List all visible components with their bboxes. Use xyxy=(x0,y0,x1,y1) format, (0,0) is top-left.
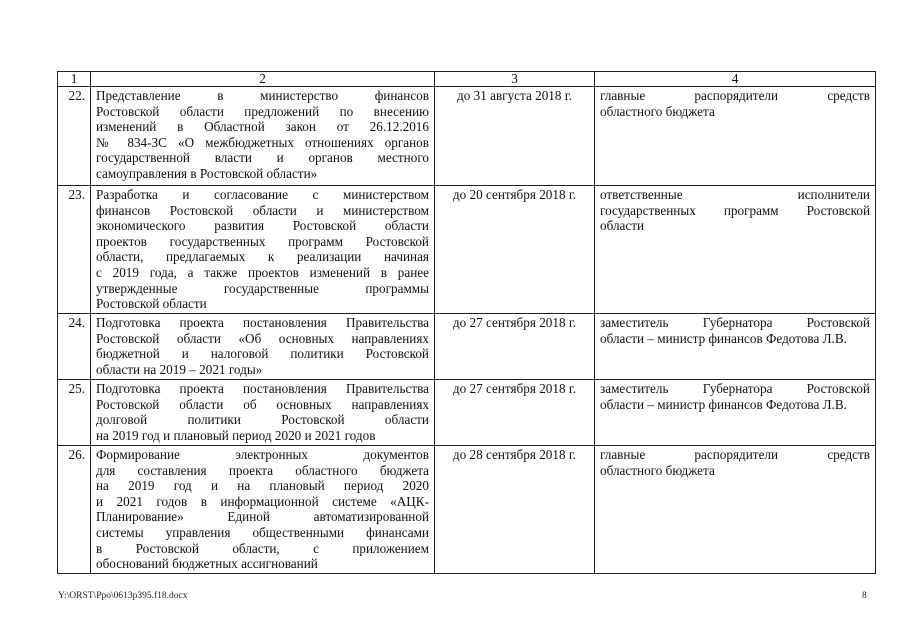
deadline-date: до 27 сентября 2018 г. xyxy=(435,314,595,380)
responsible-line: государственных программ Ростовской xyxy=(600,202,870,218)
task-description xyxy=(91,87,435,186)
task-description xyxy=(91,380,435,446)
responsible-party xyxy=(595,186,876,314)
description-line: Ростовской области xyxy=(96,296,207,312)
description-line: на 2019 год и на плановый период 2020 xyxy=(96,478,429,494)
responsible-line: главные распорядители средств xyxy=(600,88,870,103)
table-row xyxy=(58,380,876,446)
task-description xyxy=(91,186,435,314)
responsible-line: областного бюджета xyxy=(600,462,715,478)
plan-table xyxy=(57,71,876,574)
description-line: в Ростовской области, с приложением xyxy=(96,540,429,556)
row-number: 23. xyxy=(58,186,91,314)
table-body xyxy=(58,87,876,574)
description-line: области на 2019 – 2021 годы» xyxy=(96,361,263,377)
description-line: Ростовской области предложений по внесению xyxy=(96,103,429,119)
description-line: с 2019 года, а также проектов изменений в ранее xyxy=(96,264,429,280)
responsible-line: заместитель Губернатора Ростовской xyxy=(600,381,870,396)
description-line: Планирование» Единой автоматизированной xyxy=(96,509,429,525)
description-line: Формирование электронных документов xyxy=(96,447,429,462)
responsible-line: областного бюджета xyxy=(600,103,715,119)
responsible-line: ответственные исполнители xyxy=(600,187,870,202)
row-number: 25. xyxy=(58,380,91,446)
description-line: бюджетной и налоговой политики Ростовской xyxy=(96,346,429,362)
description-line: для составления проекта областного бюджета xyxy=(96,462,429,478)
table-header-row xyxy=(58,72,876,87)
column-header-2: 2 xyxy=(91,72,435,87)
description-line: долговой политики Ростовской области xyxy=(96,412,429,428)
responsible-party xyxy=(595,87,876,186)
footer-page-number: 8 xyxy=(862,591,867,601)
responsible-party xyxy=(595,446,876,574)
responsible-line: главные распорядители средств xyxy=(600,447,870,462)
deadline-date: до 27 сентября 2018 г. xyxy=(435,380,595,446)
description-line: Подготовка проекта постановления Правительства xyxy=(96,315,429,330)
responsible-line: области – министр финансов Федотова Л.В. xyxy=(600,396,847,412)
footer-file-path: Y:\ORST\Ppo\0613p395.f18.docx xyxy=(58,591,188,601)
description-line: № 834-ЗС «О межбюджетных отношениях органов xyxy=(96,134,429,150)
description-line: самоуправления в Ростовской области» xyxy=(96,165,318,181)
description-line: утвержденные государственные программы xyxy=(96,280,429,296)
task-description xyxy=(91,314,435,380)
responsible-party xyxy=(595,314,876,380)
responsible-line: области – министр финансов Федотова Л.В. xyxy=(600,330,847,346)
row-number: 26. xyxy=(58,446,91,574)
table-row xyxy=(58,446,876,574)
row-number: 22. xyxy=(58,87,91,186)
deadline-date: до 20 сентября 2018 г. xyxy=(435,186,595,314)
column-header-4: 4 xyxy=(595,72,876,87)
description-line: обоснований бюджетных ассигнований xyxy=(96,556,318,572)
table-row xyxy=(58,87,876,186)
description-line: области, предлагаемых к реализации начиная xyxy=(96,249,429,265)
column-header-1: 1 xyxy=(58,72,91,87)
description-line: Ростовской области об основных направлениях xyxy=(96,396,429,412)
description-line: Разработка и согласование с министерством xyxy=(96,187,429,202)
responsible-party xyxy=(595,380,876,446)
responsible-line: области xyxy=(600,218,645,234)
description-line: финансов Ростовской области и министерством xyxy=(96,202,429,218)
responsible-line: заместитель Губернатора Ростовской xyxy=(600,315,870,330)
description-line: Подготовка проекта постановления Правительства xyxy=(96,381,429,396)
description-line: изменений в Областной закон от 26.12.2016 xyxy=(96,119,429,135)
row-number: 24. xyxy=(58,314,91,380)
description-line: экономического развития Ростовской области xyxy=(96,218,429,234)
description-line: государственной власти и органов местного xyxy=(96,150,429,166)
description-line: и 2021 годов в информационной системе «АЦК- xyxy=(96,493,429,509)
description-line: Представление в министерство финансов xyxy=(96,88,429,103)
task-description xyxy=(91,446,435,574)
description-line: проектов государственных программ Ростовской xyxy=(96,233,429,249)
deadline-date: до 31 августа 2018 г. xyxy=(435,87,595,186)
description-line: Ростовской области «Об основных направлениях xyxy=(96,330,429,346)
description-line: на 2019 год и плановый период 2020 и 2021 годов xyxy=(96,427,376,443)
deadline-date: до 28 сентября 2018 г. xyxy=(435,446,595,574)
table-row xyxy=(58,314,876,380)
column-header-3: 3 xyxy=(435,72,595,87)
table-row xyxy=(58,186,876,314)
description-line: системы управления общественными финансами xyxy=(96,524,429,540)
